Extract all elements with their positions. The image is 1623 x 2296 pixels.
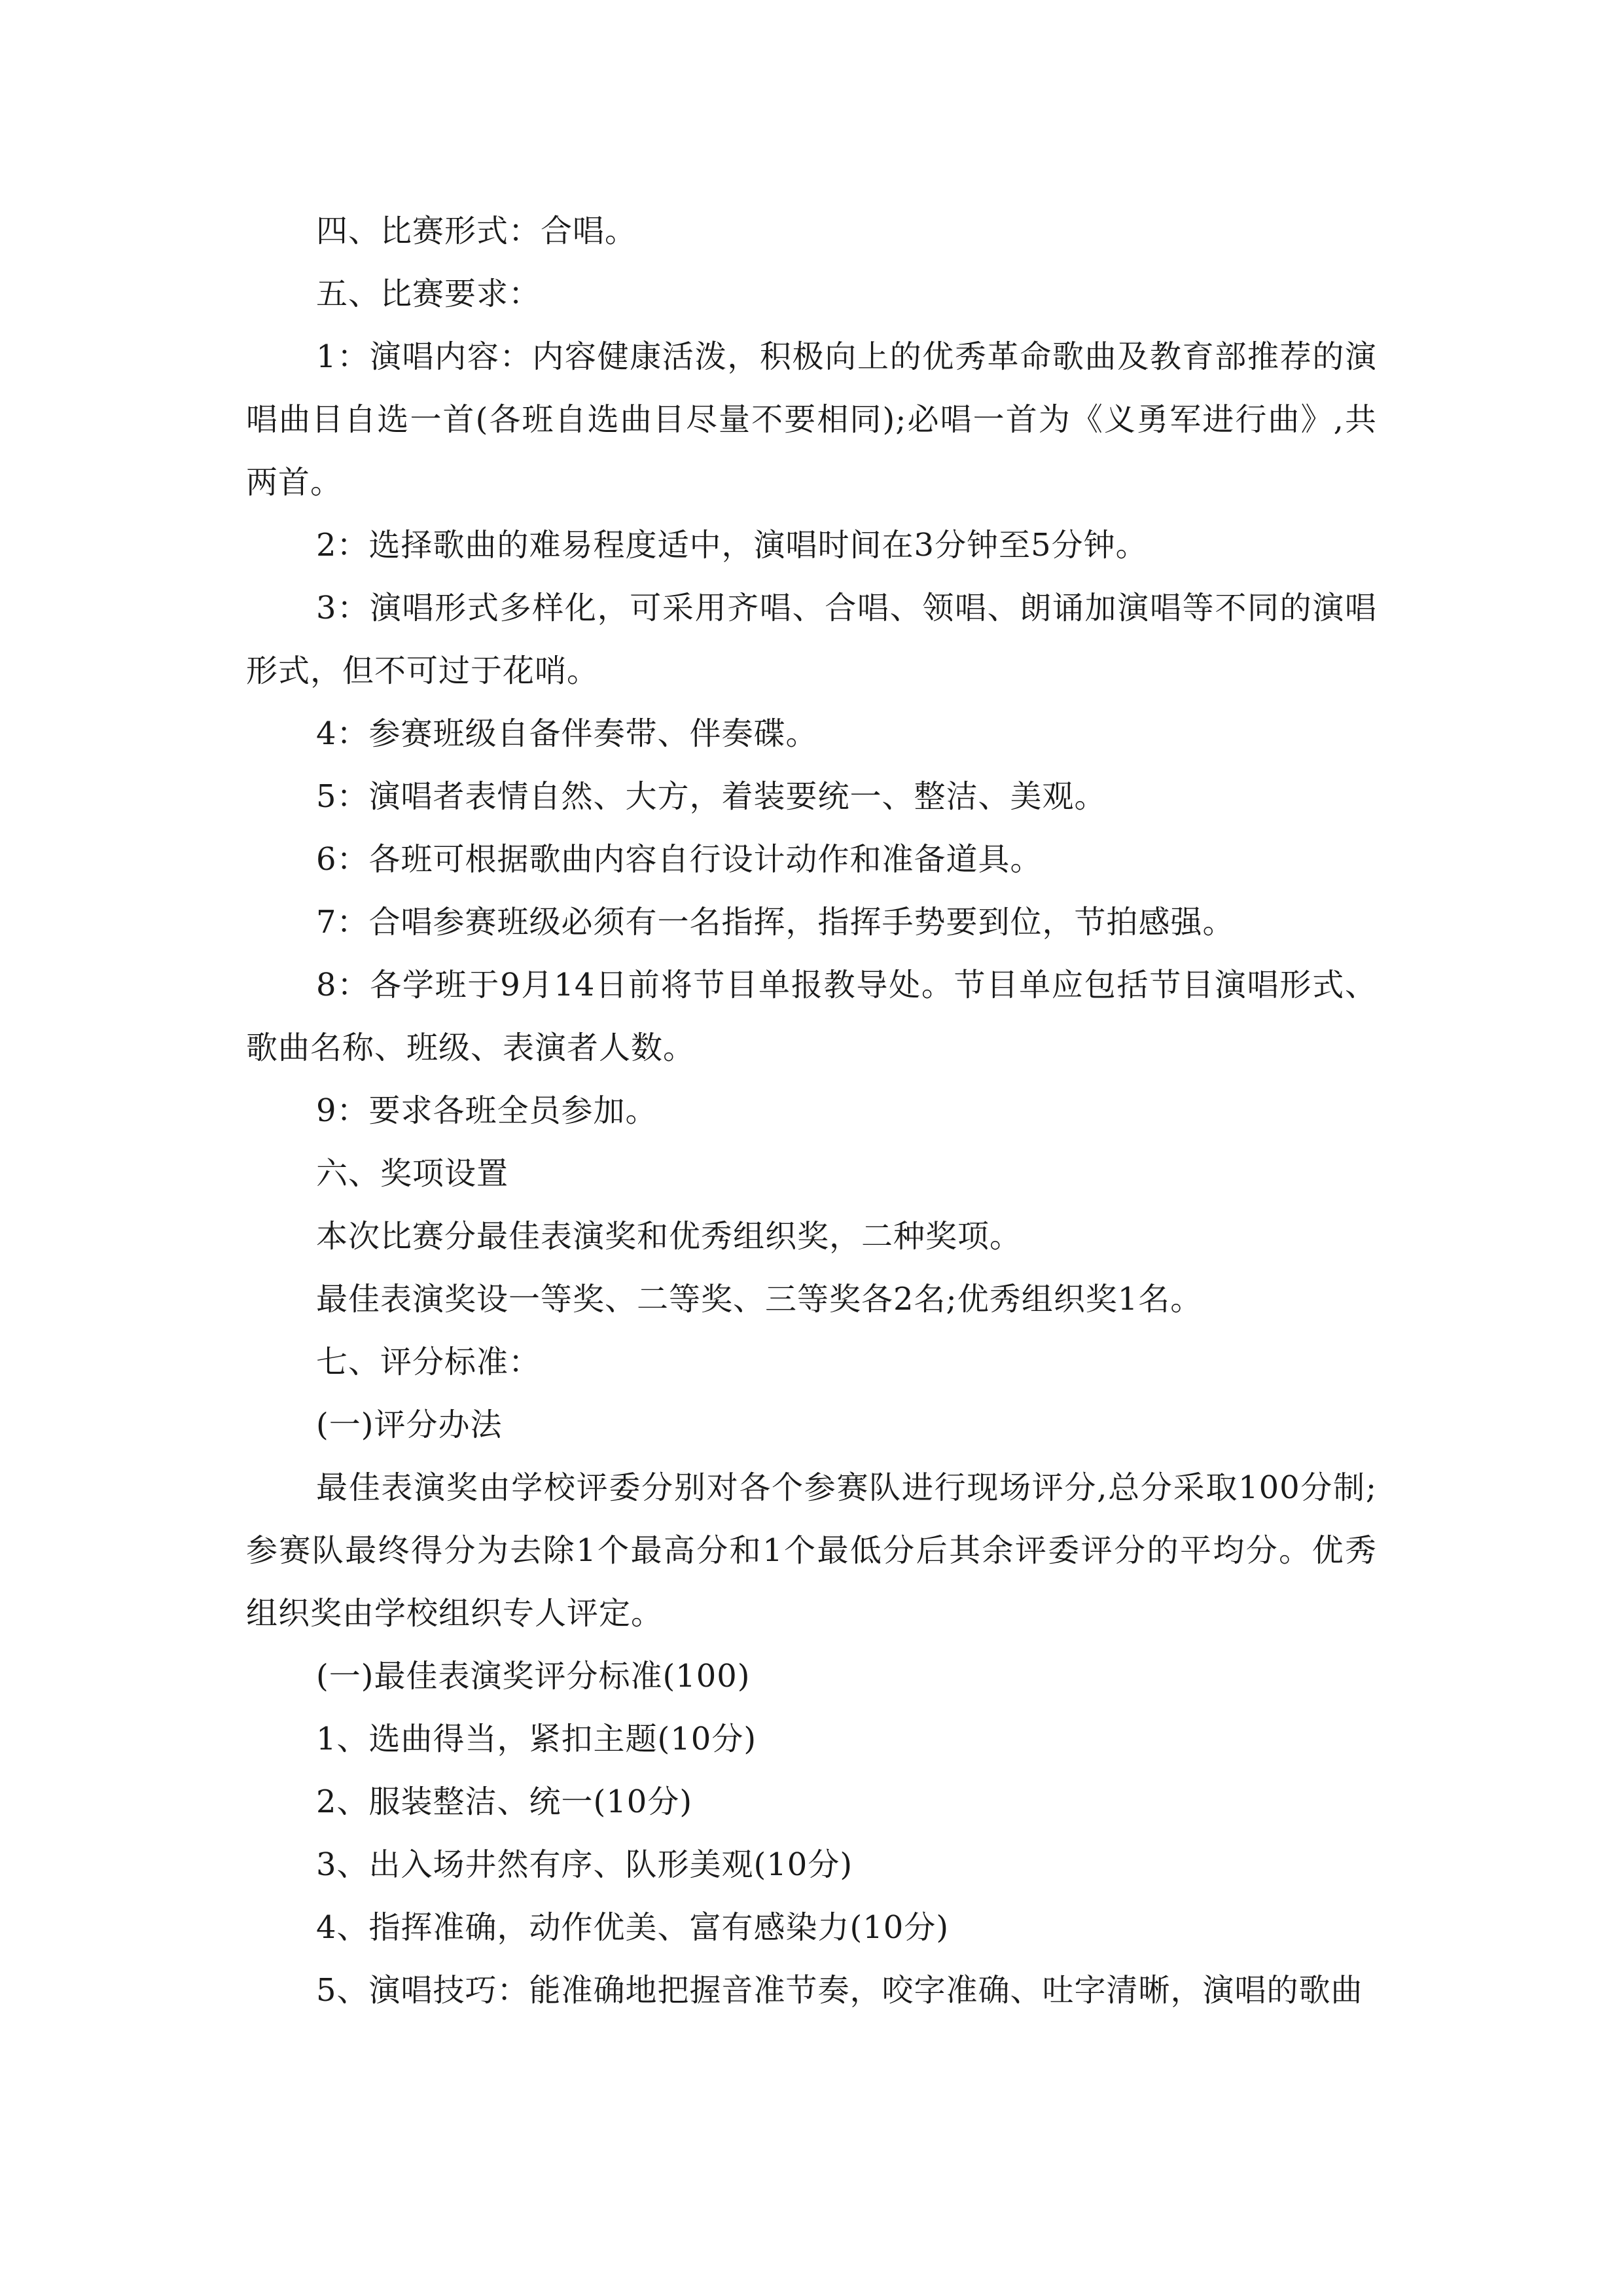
requirement-item-6: 6：各班可根据歌曲内容自行设计动作和准备道具。	[316, 841, 1043, 878]
awards-paragraph-1: 本次比赛分最佳表演奖和优秀组织奖，二种奖项。	[316, 1218, 1022, 1255]
awards-paragraph-2: 最佳表演奖设一等奖、二等奖、三等奖各2名;优秀组织奖1名。	[316, 1281, 1203, 1318]
section-heading-requirements: 五、比赛要求：	[316, 276, 541, 312]
requirement-item-2: 2：选择歌曲的难易程度适中，演唱时间在3分钟至5分钟。	[316, 527, 1148, 564]
section-heading-scoring: 七、评分标准：	[316, 1344, 541, 1380]
requirement-item-5: 5：演唱者表情自然、大方，着装要统一、整洁、美观。	[316, 778, 1107, 815]
criteria-item-5: 5、演唱技巧：能准确地把握音准节奏，咬字准确、吐字清晰，演唱的歌曲	[316, 1972, 1363, 2009]
section-heading-format: 四、比赛形式：合唱。	[316, 213, 637, 249]
subheading-scoring-method: (一)评分办法	[316, 1407, 503, 1443]
requirement-item-9: 9：要求各班全员参加。	[316, 1092, 658, 1129]
subheading-scoring-criteria: (一)最佳表演奖评分标准(100)	[316, 1658, 751, 1695]
requirement-item-7: 7：合唱参赛班级必须有一名指挥，指挥手势要到位，节拍感强。	[316, 904, 1235, 941]
document-body	[246, 200, 1377, 2022]
criteria-item-1: 1、选曲得当，紧扣主题(10分)	[316, 1721, 757, 1757]
requirement-item-8: 8：各学班于9月14日前将节目单报教导处。节目单应包括节目演唱形式、歌曲名称、班级、表演者人数。	[246, 967, 1377, 1066]
requirement-item-3: 3：演唱形式多样化，可采用齐唱、合唱、领唱、朗诵加演唱等不同的演唱形式，但不可过于花哨。	[246, 590, 1377, 689]
requirement-item-4: 4：参赛班级自备伴奏带、伴奏碟。	[316, 715, 818, 752]
scoring-method-paragraph: 最佳表演奖由学校评委分别对各个参赛队进行现场评分,总分采取100分制;参赛队最终得分为去除1个最高分和1个最低分后其余评委评分的平均分。优秀组织奖由学校组织专人评定。	[246, 1469, 1377, 1632]
criteria-item-3: 3、出入场井然有序、队形美观(10分)	[316, 1846, 853, 1883]
criteria-item-4: 4、指挥准确，动作优美、富有感染力(10分)	[316, 1909, 950, 1946]
section-heading-awards: 六、奖项设置	[316, 1155, 509, 1192]
criteria-item-2: 2、服装整洁、统一(10分)	[316, 1784, 693, 1820]
requirement-item-1: 1：演唱内容：内容健康活泼，积极向上的优秀革命歌曲及教育部推荐的演唱曲目自选一首(各班自选曲目尽量不要相同);必唱一首为《义勇军进行曲》,共两首。	[246, 338, 1377, 501]
